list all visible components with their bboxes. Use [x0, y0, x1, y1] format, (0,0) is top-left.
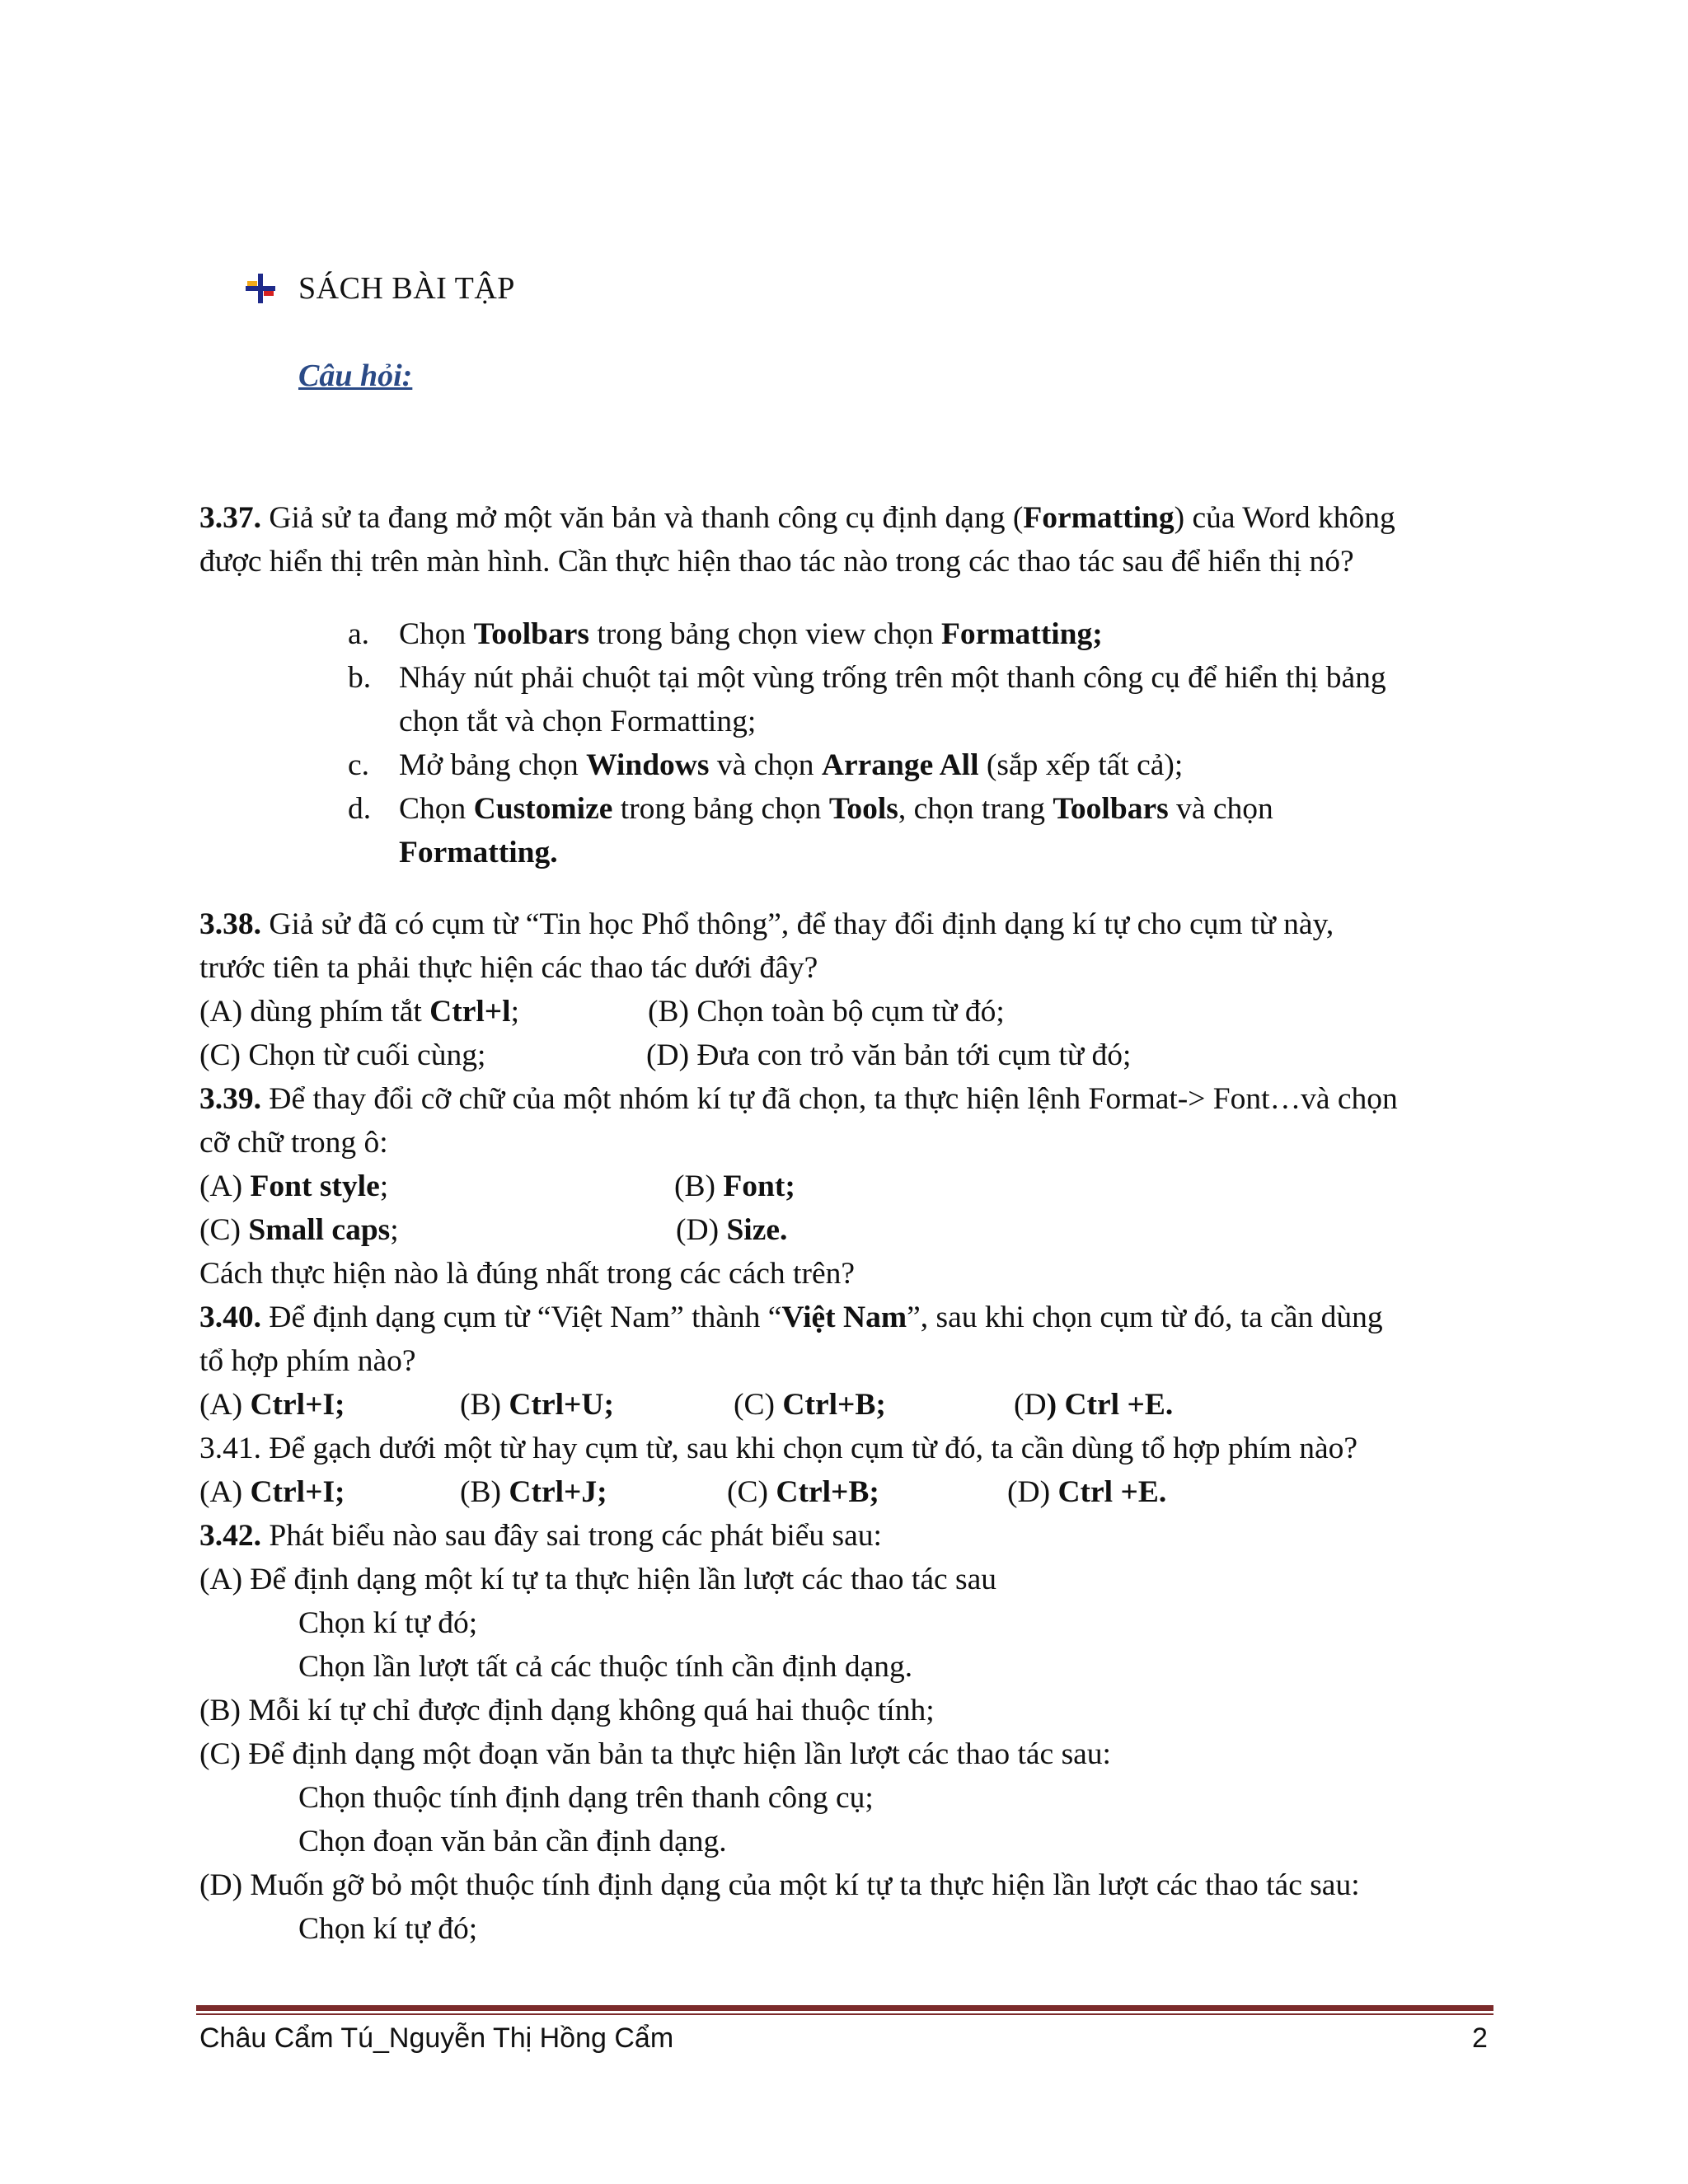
q341-line1: 3.41. Để gạch dưới một từ hay cụm từ, sau khi chọn cụm từ đó, ta cần dùng tổ hợp phím nào? — [199, 1432, 1358, 1465]
q337-option-d-letter: d. — [348, 792, 372, 826]
q339-line2: cỡ chữ trong ô: — [199, 1126, 388, 1160]
q337-option-b-letter: b. — [348, 661, 372, 695]
q340-line1: 3.40. Để định dạng cụm từ “Việt Nam” thành “Việt Nam”, sau khi chọn cụm từ đó, ta cần dùng — [199, 1301, 1383, 1334]
q339-option-c: (C) Small caps; — [199, 1213, 399, 1247]
q338-option-c: (C) Chọn từ cuối cùng; — [199, 1038, 486, 1072]
q342-option-c-step1: Chọn thuộc tính định dạng trên thanh công cụ; — [298, 1781, 874, 1815]
q342-option-a-step2: Chọn lần lượt tất cả các thuộc tính cần định dạng. — [298, 1650, 913, 1684]
q342-option-d: (D) Muốn gỡ bỏ một thuộc tính định dạng của một kí tự ta thực hiện lần lượt các thao tác sau: — [199, 1868, 1360, 1902]
q341-option-d: (D) Ctrl +E. — [1007, 1475, 1167, 1509]
q339-option-b: (B) Font; — [674, 1169, 795, 1203]
footer-authors: Châu Cẩm Tú_Nguyễn Thị Hồng Cẩm — [199, 2022, 674, 2054]
q340-option-c: (C) Ctrl+B; — [734, 1388, 886, 1422]
q337-option-c: Mở bảng chọn Windows và chọn Arrange All (sắp xếp tất cả); — [399, 748, 1184, 782]
q340-option-a: (A) Ctrl+I; — [199, 1388, 345, 1422]
q342-option-b: (B) Mỗi kí tự chỉ được định dạng không quá hai thuộc tính; — [199, 1694, 935, 1727]
q339-prompt: Cách thực hiện nào là đúng nhất trong các cách trên? — [199, 1257, 855, 1291]
q338-line2: trước tiên ta phải thực hiện các thao tác dưới đây? — [199, 951, 818, 985]
q337-option-a-letter: a. — [348, 617, 370, 651]
q342-option-c-step2: Chọn đoạn văn bản cần định dạng. — [298, 1825, 727, 1858]
q337-option-c-letter: c. — [348, 748, 370, 782]
q340-option-b: (B) Ctrl+U; — [460, 1388, 614, 1422]
plus-bullet-icon — [244, 272, 277, 305]
q337-option-b-line2: chọn tắt và chọn Formatting; — [399, 705, 757, 738]
q341-option-c: (C) Ctrl+B; — [727, 1475, 879, 1509]
q342-option-d-step1: Chọn kí tự đó; — [298, 1912, 478, 1946]
q337-line1: 3.37. Giả sử ta đang mở một văn bản và thanh công cụ định dạng (Formatting) của Word không — [199, 501, 1395, 535]
q341-option-a: (A) Ctrl+I; — [199, 1475, 345, 1509]
q338-line1: 3.38. Giả sử đã có cụm từ “Tin học Phổ thông”, để thay đổi định dạng kí tự cho cụm từ này, — [199, 907, 1334, 941]
q337-option-d-line2: Formatting. — [399, 836, 558, 869]
q340-option-d: (D) Ctrl +E. — [1014, 1388, 1174, 1422]
q342-option-c: (C) Để định dạng một đoạn văn bản ta thực hiện lần lượt các thao tác sau: — [199, 1737, 1111, 1771]
footer-rule-thin — [196, 2013, 1493, 2015]
q337-line2: được hiển thị trên màn hình. Cần thực hiện thao tác nào trong các thao tác sau để hiển thị nó? — [199, 545, 1354, 579]
q338-option-b: (B) Chọn toàn bộ cụm từ đó; — [648, 995, 1005, 1029]
q341-option-b: (B) Ctrl+J; — [460, 1475, 607, 1509]
q342-option-a: (A) Để định dạng một kí tự ta thực hiện lần lượt các thao tác sau — [199, 1563, 996, 1596]
q342-line1: 3.42. Phát biểu nào sau đây sai trong các phát biểu sau: — [199, 1519, 882, 1553]
page-number: 2 — [1472, 2022, 1488, 2054]
q339-option-d: (D) Size. — [676, 1213, 788, 1247]
section-heading — [244, 270, 515, 307]
q339-option-a: (A) Font style; — [199, 1169, 389, 1203]
q338-option-a: (A) dùng phím tắt Ctrl+l; — [199, 995, 519, 1029]
q337-option-b-line1: Nháy nút phải chuột tại một vùng trống trên một thanh công cụ để hiển thị bảng — [399, 661, 1386, 695]
q337-option-d-line1: Chọn Customize trong bảng chọn Tools, chọn trang Toolbars và chọn — [399, 792, 1273, 826]
question-label: Câu hỏi: — [298, 359, 413, 393]
q342-option-a-step1: Chọn kí tự đó; — [298, 1606, 478, 1640]
q338-option-d: (D) Đưa con trỏ văn bản tới cụm từ đó; — [646, 1038, 1132, 1072]
footer-rule — [196, 2005, 1493, 2011]
q337-option-a: Chọn Toolbars trong bảng chọn view chọn Formatting; — [399, 617, 1103, 651]
q340-line2: tổ hợp phím nào? — [199, 1344, 416, 1378]
section-title: SÁCH BÀI TẬP — [298, 271, 515, 306]
q339-line1: 3.39. Để thay đổi cỡ chữ của một nhóm kí tự đã chọn, ta thực hiện lệnh Format-> Font…và chọn — [199, 1082, 1398, 1116]
